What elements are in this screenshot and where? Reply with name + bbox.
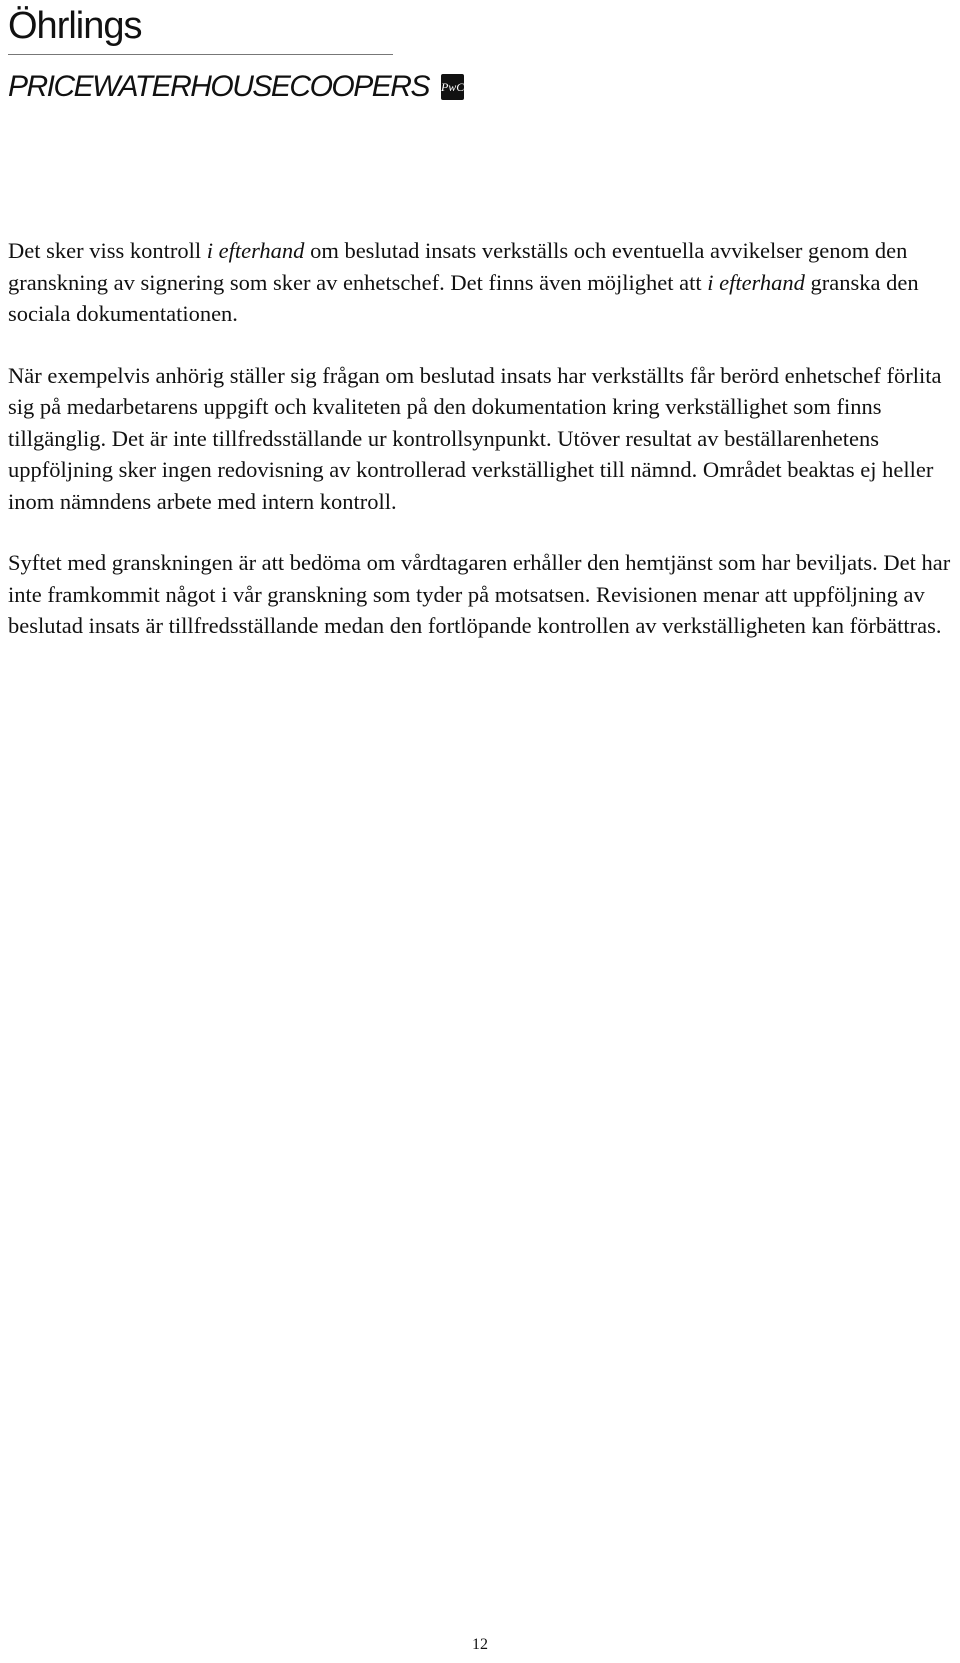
paragraph-1-part-2: om beslutad insats verkställs och eventuella avvikelser genom den granskning av signering som sker av enhetschef. Det finns även möjlighet att xyxy=(8,238,908,295)
brand-divider xyxy=(8,54,393,55)
pwc-seal-icon: PwC xyxy=(441,74,464,100)
paragraph-1-emphasis-2: i efterhand xyxy=(707,269,805,295)
page-number: 12 xyxy=(472,1636,488,1653)
paragraph-1-part-3: granska den sociala dokumentationen. xyxy=(8,269,919,326)
brand-ohrlings: Öhrlings xyxy=(8,5,142,47)
paragraph-1-emphasis-1: i efterhand xyxy=(206,238,305,263)
brand-pricewaterhousecoopers: PRICEWATERHOUSECOOPERS xyxy=(8,70,429,103)
brand-pwc xyxy=(8,65,465,109)
paragraph-2: När exempelvis anhörig ställer sig frågan om beslutad insats har verkställts får berörd enhetschef förlita sig på medarbetarens uppgift och kvaliteten på den dokumentation kring verkställighet som finns tillgänglig. Det är inte tillfredsställande ur kontrollsynpunkt. Utöver resultat av beställarenhetens uppföljning sker ingen redovisning av kontrollerad verkställighet till nämnd. Området beaktas ej heller inom nämndens arbete med intern kontroll. xyxy=(8,362,942,514)
letterhead-logo xyxy=(8,4,465,109)
paragraph-3: Syftet med granskningen är att bedöma om vårdtagaren erhåller den hemtjänst som har beviljats. Det har inte framkommit något i vår granskning som tyder på motsatsen. Revisionen menar att uppföljning av beslutad insats är tillfredsställande medan den fortlöpande kontrollen av verkställigheten kan förbättras. xyxy=(8,550,951,638)
paragraph-1 xyxy=(8,235,953,330)
paragraph-1-part-1: Det sker viss kontroll xyxy=(8,238,207,263)
document-body xyxy=(8,235,953,672)
